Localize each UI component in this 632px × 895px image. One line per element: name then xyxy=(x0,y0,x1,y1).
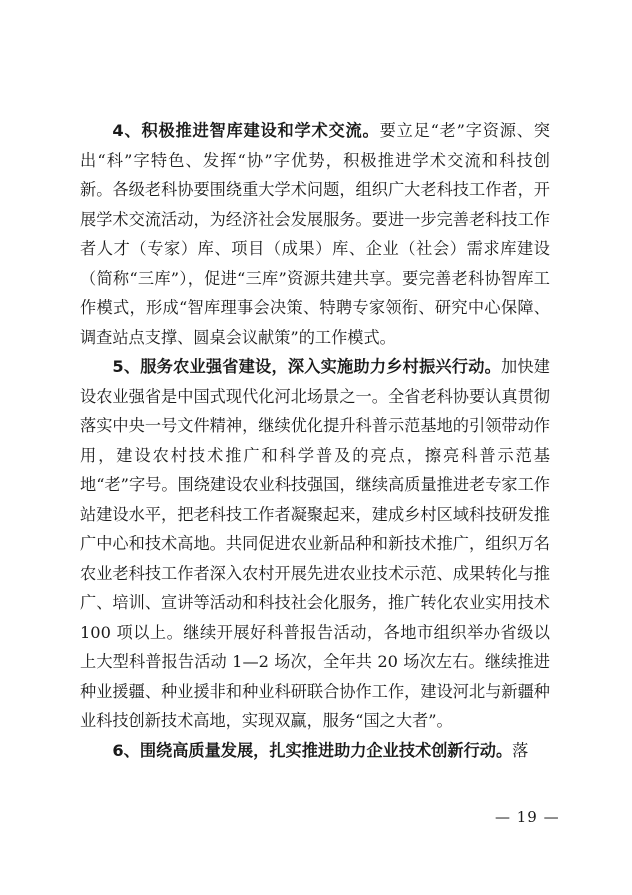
paragraph-5-heading: 5、服务农业强省建设，深入实施助力乡村振兴行动。 xyxy=(112,357,502,376)
paragraph-4-heading: 4、积极推进智库建设和学术交流。 xyxy=(112,121,380,140)
paragraph-5 xyxy=(80,352,550,736)
paragraph-4-text: 要立足“老”字资源、突出“科”字特色、发挥“协”字优势，积极推进学术交流和科技创新。各级老科协要围绕重大学术问题，组织广大老科技工作者，开展学术交流活动，为经济社会发展服务。要进一步完善老科技工作者人才（专家）库、项目（成果）库、企业（社会）需求库建设（简称“三库”），促进“三库”资源共建共享。要完善老科协智库工作模式，形成“智库理事会决策、特聘专家领衔、研究中心保障、调查站点支撑、圆桌会议献策”的工作模式。 xyxy=(80,121,550,347)
paragraph-6-text: 落 xyxy=(512,740,529,760)
paragraph-5-text: 加快建设农业强省是中国式现代化河北场景之一。全省老科协要认真贯彻落实中央一号文件精神，继续优化提升科普示范基地的引领带动作用，建设农村技术推广和科学普及的亮点，擦亮科普示范基地“老”字号。围绕建设农业科技强国，继续高质量推进老专家工作站建设水平，把老科技工作者凝聚起来，建成乡村区域科技研发推广中心和技术高地。共同促进农业新品种和新技术推广，组织万名农业老科技工作者深入农村开展先进农业技术示范、成果转化与推广、培训、宣讲等活动和科技社会化服务，推广转化农业实用技术 100 项以上。继续开展好科普报告活动，各地市组织举办省级以上大型科普报告活动 1—2 场次，全年共 20 场次左右。继续推进种业援疆、种业援非和种业科研联合协作工作，建设河北与新疆种业科技创新技术高地，实现双赢，服务“国之大者”。 xyxy=(80,357,550,730)
document-body xyxy=(80,116,550,765)
paragraph-6 xyxy=(80,736,550,766)
page-number: — 19 — xyxy=(495,808,560,826)
paragraph-4 xyxy=(80,116,550,352)
paragraph-6-heading: 6、围绕高质量发展，扎实推进助力企业技术创新行动。 xyxy=(112,740,513,760)
